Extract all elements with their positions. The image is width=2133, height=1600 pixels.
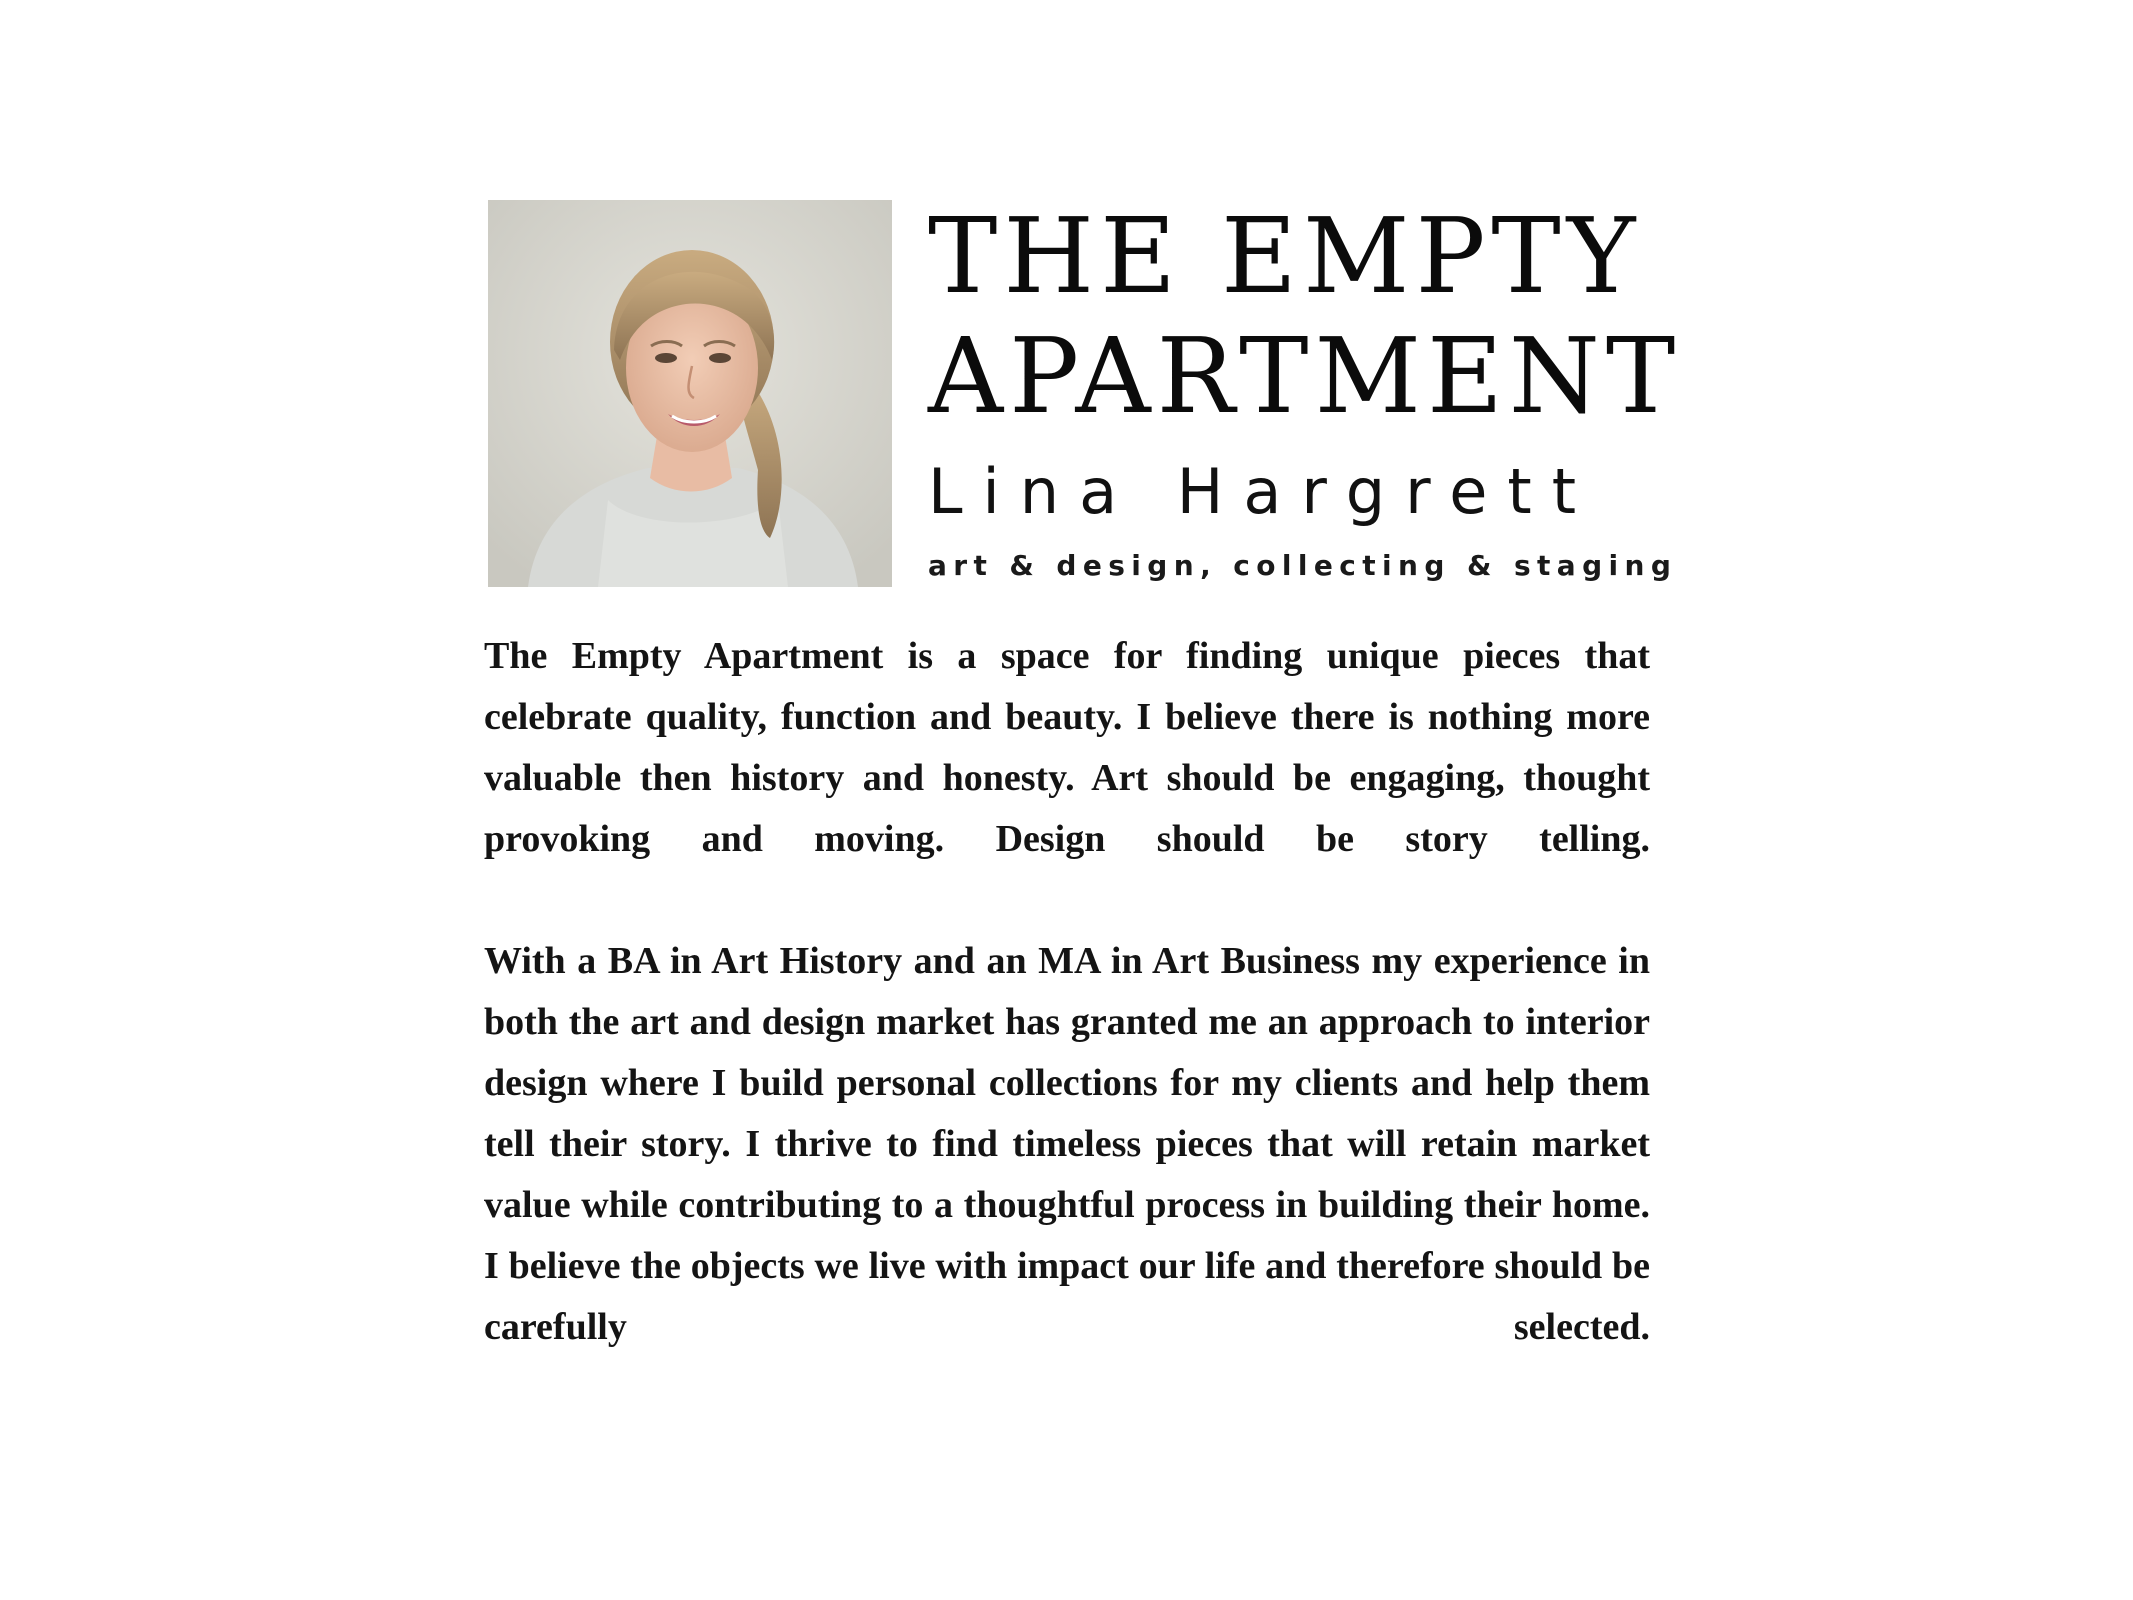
title-block [928, 196, 1688, 584]
tagline: art & design, collecting & staging [928, 549, 1678, 582]
owner-name: Lina Hargrett [928, 455, 1597, 528]
bio-paragraph-1: The Empty Apartment is a space for finding unique pieces that celebrate quality, function and beauty. I believe there is nothing more valuable then history and honesty. Art should be engaging, thought provoking and moving. Design should be story telling. [484, 635, 1650, 860]
portrait-photo [488, 200, 892, 587]
bio-text [484, 626, 1650, 1358]
brand-title-line-1: THE EMPTY [928, 195, 1642, 317]
brand-title-line-2: APARTMENT [928, 315, 1682, 437]
bio-paragraph-2: With a BA in Art History and an MA in Art Business my experience in both the art and design market has granted me an approach to interior design where I build personal collections for my clients and help them tell their story. I thrive to find timeless pieces that will retain market value while contributing to a thoughtful process in building their home. I believe the objects we live with impact our life and therefore should be carefully selected. [484, 940, 1650, 1348]
portrait-icon [488, 200, 892, 587]
